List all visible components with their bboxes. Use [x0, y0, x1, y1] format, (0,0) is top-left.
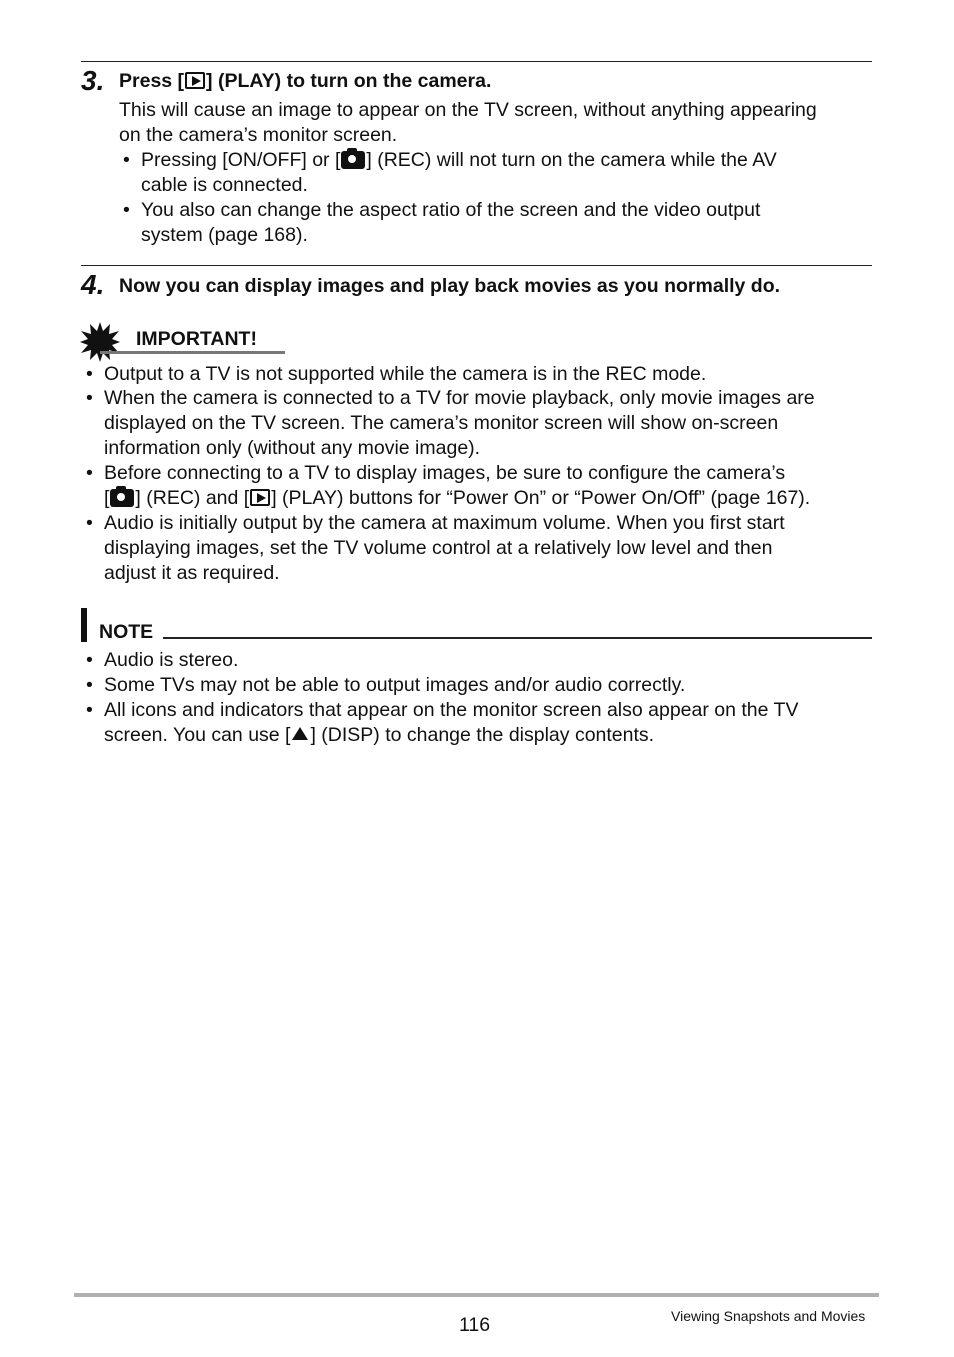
page-number: 116 — [459, 1314, 491, 1336]
note-item3-line1: All icons and indicators that appear on the monitor screen also appear on the TV — [104, 699, 799, 721]
important-heading: IMPORTANT! — [136, 328, 257, 350]
play-icon — [250, 489, 270, 506]
important-item4-line2: displaying images, set the TV volume control at a relatively low level and then — [104, 537, 773, 559]
important-item1-line1: Output to a TV is not supported while the camera is in the REC mode. — [104, 363, 707, 385]
bullet-marker: • — [86, 699, 93, 721]
note-bar — [81, 608, 87, 642]
bullet-marker: • — [86, 462, 93, 484]
step4-number: 4. — [81, 269, 105, 300]
important-item2-line1: When the camera is connected to a TV for movie playback, only movie images are — [104, 387, 815, 409]
step3-bullet1-line2: cable is connected. — [141, 174, 308, 196]
important-item3-b: ] (REC) and [ — [135, 487, 250, 509]
bullet-marker: • — [86, 512, 93, 534]
important-starburst-icon — [80, 322, 120, 362]
step3-bullet1-post: ] (REC) will not turn on the camera while the AV — [366, 149, 777, 171]
important-item3-a: [ — [104, 487, 110, 509]
step4-top-rule — [81, 265, 872, 266]
important-underline — [100, 351, 285, 354]
camera-icon — [341, 151, 365, 169]
bullet-marker: • — [86, 674, 93, 696]
bullet-marker: • — [86, 387, 93, 409]
bullet-marker: • — [86, 363, 93, 385]
note-item3-pre: screen. You can use [ — [104, 724, 291, 746]
step3-bullet1-line1 — [141, 148, 777, 173]
step3-bullet1-pre: Pressing [ON/OFF] or [ — [141, 149, 341, 171]
note-item3-line2 — [104, 723, 654, 748]
bullet-marker: • — [86, 649, 93, 671]
important-item3-line2 — [104, 486, 810, 511]
step3-title-pre: Press [ — [119, 70, 185, 92]
important-item4-line1: Audio is initially output by the camera at maximum volume. When you first start — [104, 512, 785, 534]
step3-desc-line2: on the camera’s monitor screen. — [119, 124, 398, 146]
step3-title-post: ] (PLAY) to turn on the camera. — [206, 70, 492, 92]
important-item3-c: ] (PLAY) buttons for “Power On” or “Power On/Off” (page 167). — [271, 487, 811, 509]
step3-title — [119, 69, 491, 93]
note-item2-line1: Some TVs may not be able to output images and/or audio correctly. — [104, 674, 686, 696]
bullet-marker: • — [123, 199, 130, 221]
important-item3-line1: Before connecting to a TV to display images, be sure to configure the camera’s — [104, 462, 786, 484]
important-item2-line2: displayed on the TV screen. The camera’s monitor screen will show on-screen — [104, 412, 779, 434]
step4-title: Now you can display images and play back movies as you normally do. — [119, 275, 781, 297]
step3-bullet2-line2: system (page 168). — [141, 224, 308, 246]
up-arrow-icon — [292, 727, 308, 740]
play-icon — [185, 72, 205, 89]
bullet-marker: • — [123, 149, 130, 171]
note-heading: NOTE — [99, 621, 154, 643]
note-rule — [163, 637, 872, 639]
important-item4-line3: adjust it as required. — [104, 562, 280, 584]
step3-desc-line1: This will cause an image to appear on the TV screen, without anything appearing — [119, 99, 817, 121]
camera-icon — [110, 489, 134, 507]
footer-section-title: Viewing Snapshots and Movies — [671, 1308, 866, 1324]
important-item2-line3: information only (without any movie image). — [104, 437, 481, 459]
step3-bullet2-line1: You also can change the aspect ratio of the screen and the video output — [141, 199, 761, 221]
step3-number: 3. — [81, 65, 105, 96]
note-item1-line1: Audio is stereo. — [104, 649, 239, 671]
footer-rule — [74, 1293, 879, 1297]
note-item3-post: ] (DISP) to change the display contents. — [310, 724, 655, 746]
step3-top-rule — [81, 61, 872, 62]
